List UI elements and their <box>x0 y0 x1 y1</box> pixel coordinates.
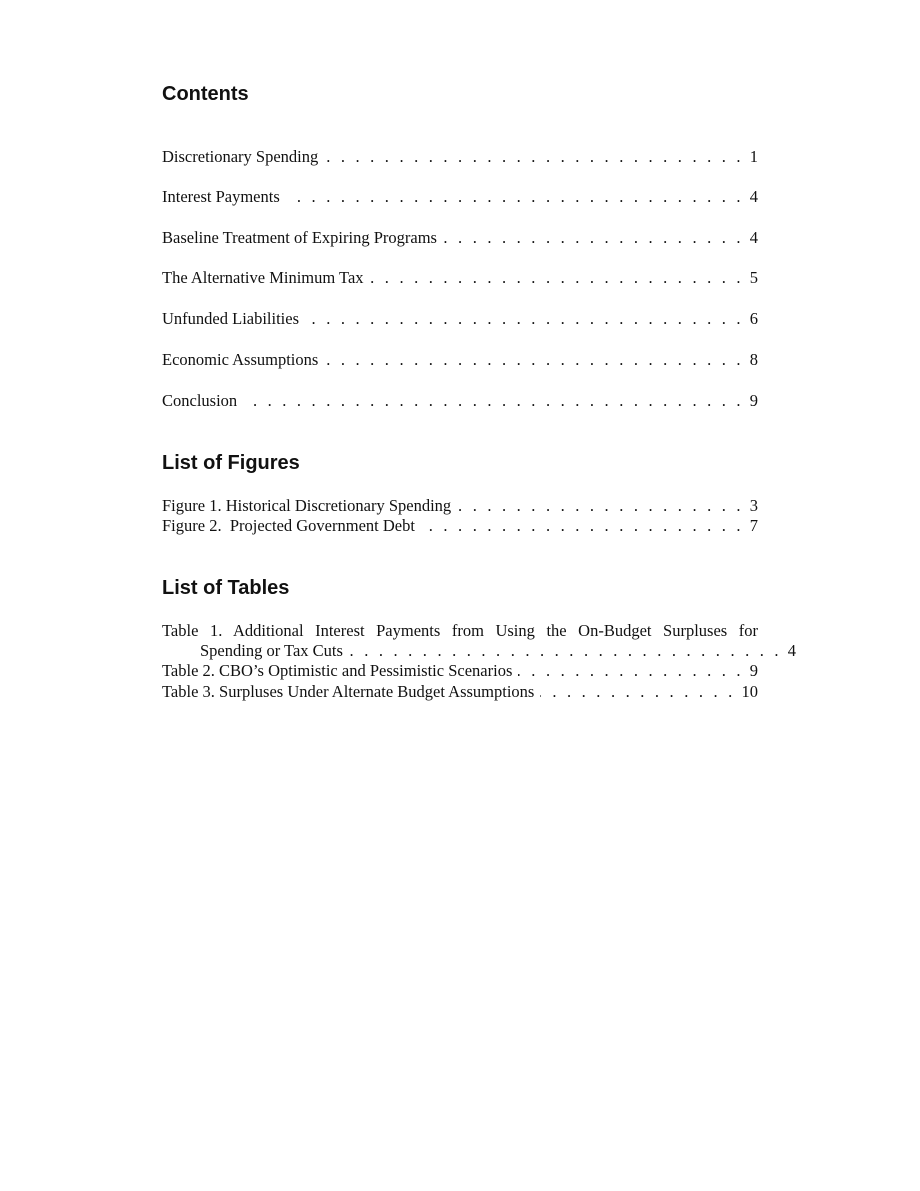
table-entry-page: 4 <box>787 641 796 660</box>
toc-entry-page: 1 <box>749 147 758 166</box>
dot-leader <box>421 516 744 536</box>
toc-entry-label: The Alternative Minimum Tax <box>162 268 364 287</box>
figure-entry-page: 7 <box>749 516 758 535</box>
list-of-figures-heading: List of Figures <box>162 452 300 474</box>
toc-entry-label: Unfunded Liabilities <box>162 309 300 328</box>
toc-entry-unfunded-liabilities[interactable] <box>162 309 758 329</box>
contents-heading: Contents <box>162 83 249 105</box>
dot-leader <box>457 496 744 516</box>
table-entry-3[interactable] <box>162 682 758 702</box>
toc-entry-baseline-treatment[interactable] <box>162 228 758 248</box>
toc-entry-page: 5 <box>749 268 758 287</box>
toc-entry-economic-assumptions[interactable] <box>162 350 758 370</box>
dot-leader <box>243 391 744 411</box>
toc-entry-alternative-minimum-tax[interactable] <box>162 268 758 288</box>
toc-entry-label: Conclusion <box>162 391 238 410</box>
table-entry-label: Table 3. Surpluses Under Alternate Budget Assumptions <box>162 682 535 701</box>
dot-leader <box>540 682 735 702</box>
toc-entry-page: 4 <box>749 187 758 206</box>
toc-entry-label: Baseline Treatment of Expiring Programs <box>162 228 437 247</box>
toc-entry-interest-payments[interactable] <box>162 187 758 207</box>
table-entry-page: 9 <box>749 661 758 680</box>
dot-leader <box>324 350 743 370</box>
table-entry-1[interactable] <box>162 621 796 661</box>
figure-entry-label: Figure 2. Projected Government Debt <box>162 516 415 535</box>
toc-entry-page: 8 <box>749 350 758 369</box>
toc-entry-label: Discretionary Spending <box>162 147 319 166</box>
table-entry-label-line1: Table 1. Additional Interest Payments from Using the On-Budget Surpluses for <box>162 621 758 640</box>
dot-leader <box>349 641 782 661</box>
table-entry-label: Table 2. CBO’s Optimistic and Pessimistic Scenarios <box>162 661 513 680</box>
dot-leader <box>443 228 744 248</box>
dot-leader <box>370 268 744 288</box>
figure-entry-page: 3 <box>749 496 758 515</box>
toc-entry-label: Economic Assumptions <box>162 350 319 369</box>
list-of-tables-heading: List of Tables <box>162 577 290 599</box>
figure-entry-2[interactable] <box>162 516 758 536</box>
toc-entry-label: Interest Payments <box>162 187 280 206</box>
table-entry-page: 10 <box>741 682 758 701</box>
toc-entry-page: 4 <box>749 228 758 247</box>
figure-entry-label: Figure 1. Historical Discretionary Spending <box>162 496 452 515</box>
figure-entry-1[interactable] <box>162 496 758 516</box>
dot-leader <box>324 147 743 167</box>
toc-entry-page: 9 <box>749 391 758 410</box>
dot-leader <box>305 309 744 329</box>
toc-entry-page: 6 <box>749 309 758 328</box>
table-entry-2[interactable] <box>162 661 758 681</box>
toc-entry-conclusion[interactable] <box>162 391 758 411</box>
toc-entry-discretionary-spending[interactable] <box>162 147 758 167</box>
dot-leader <box>518 661 743 681</box>
table-entry-label-line2: Spending or Tax Cuts <box>200 641 343 660</box>
dot-leader <box>286 187 744 207</box>
